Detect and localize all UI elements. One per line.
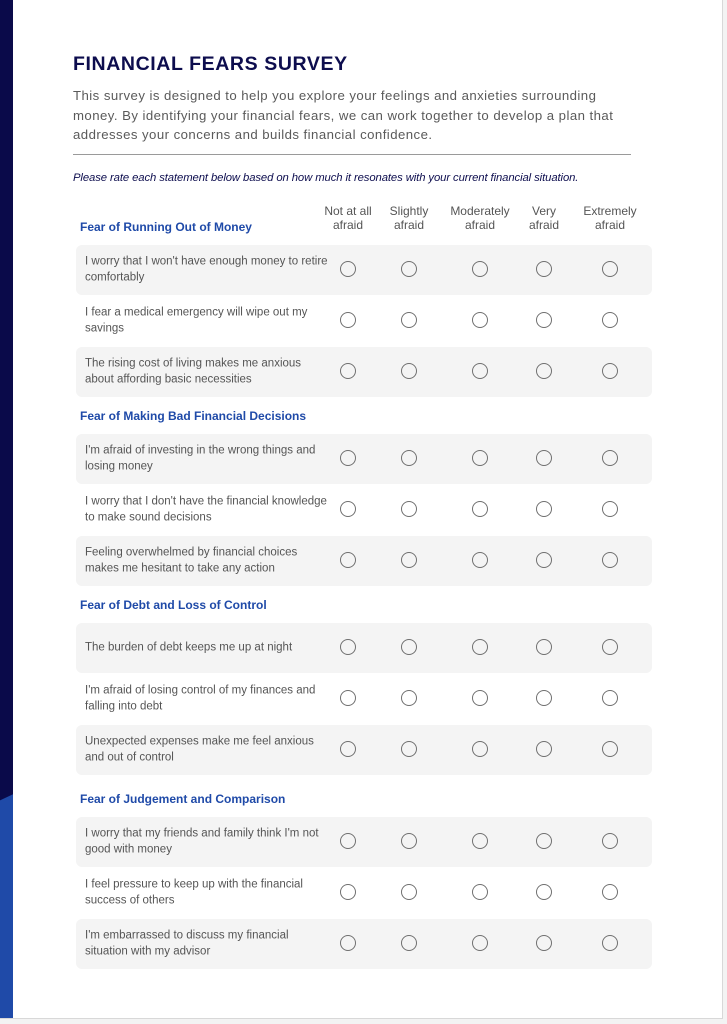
- radio-q2-option-5[interactable]: [602, 312, 618, 328]
- question-text: The burden of debt keeps me up at night: [85, 641, 293, 654]
- radio-q1-option-3[interactable]: [472, 261, 488, 277]
- instruction-text: Please rate each statement below based on how much it resonates with your current financial situation.: [73, 172, 579, 184]
- scale-header-3: Moderately afraid: [450, 204, 510, 232]
- radio-q11-option-5[interactable]: [602, 884, 618, 900]
- section-title: Fear of Debt and Loss of Control: [80, 598, 267, 612]
- divider: [73, 154, 631, 155]
- section-title: Fear of Making Bad Financial Decisions: [80, 409, 307, 423]
- radio-q5-option-2[interactable]: [401, 501, 417, 517]
- radio-q1-option-2[interactable]: [401, 261, 417, 277]
- question-text: The rising cost of living makes me anxious about affording basic necessities: [85, 357, 302, 385]
- question-row: [76, 347, 652, 397]
- scale-header-1: Not at all afraid: [324, 204, 372, 232]
- radio-q9-option-5[interactable]: [602, 741, 618, 757]
- radio-q1-option-5[interactable]: [602, 261, 618, 277]
- question-row: [76, 536, 652, 586]
- radio-q9-option-1[interactable]: [340, 741, 356, 757]
- radio-q11-option-1[interactable]: [340, 884, 356, 900]
- radio-q7-option-1[interactable]: [340, 639, 356, 655]
- radio-q10-option-2[interactable]: [401, 833, 417, 849]
- section-title: Fear of Judgement and Comparison: [80, 792, 286, 806]
- radio-q4-option-1[interactable]: [340, 450, 356, 466]
- scale-header-4: Very afraid: [528, 204, 560, 232]
- radio-q2-option-3[interactable]: [472, 312, 488, 328]
- scale-header-2: Slightly afraid: [389, 204, 429, 232]
- question-text: Unexpected expenses make me feel anxious and out of control: [85, 735, 314, 763]
- radio-q7-option-4[interactable]: [536, 639, 552, 655]
- radio-q7-option-5[interactable]: [602, 639, 618, 655]
- question-row: [76, 674, 652, 724]
- question-row: [76, 919, 652, 969]
- radio-q11-option-2[interactable]: [401, 884, 417, 900]
- radio-q9-option-4[interactable]: [536, 741, 552, 757]
- radio-q10-option-3[interactable]: [472, 833, 488, 849]
- radio-q4-option-2[interactable]: [401, 450, 417, 466]
- radio-q6-option-1[interactable]: [340, 552, 356, 568]
- question-text: I feel pressure to keep up with the financial success of others: [85, 878, 303, 906]
- question-row: [76, 434, 652, 484]
- scale-header-5: Extremely afraid: [583, 204, 637, 232]
- radio-q12-option-2[interactable]: [401, 935, 417, 951]
- question-text: I fear a medical emergency will wipe out my savings: [85, 306, 308, 334]
- radio-q5-option-1[interactable]: [340, 501, 356, 517]
- decorative-blue-accent: [0, 786, 13, 1018]
- radio-q6-option-2[interactable]: [401, 552, 417, 568]
- radio-q12-option-1[interactable]: [340, 935, 356, 951]
- radio-q1-option-1[interactable]: [340, 261, 356, 277]
- question-text: I worry that I won't have enough money to retire comfortably: [85, 255, 328, 283]
- radio-q3-option-4[interactable]: [536, 363, 552, 379]
- radio-q9-option-2[interactable]: [401, 741, 417, 757]
- question-text: I'm afraid of losing control of my finances and falling into debt: [85, 684, 316, 712]
- radio-q4-option-4[interactable]: [536, 450, 552, 466]
- question-text: Feeling overwhelmed by financial choices makes me hesitant to take any action: [85, 546, 298, 574]
- intro-paragraph: This survey is designed to help you explore your feelings and anxieties surrounding money. By identifying your financial fears, we can work together to develop a plan that addresses your concerns and builds financial confidence.: [73, 88, 614, 142]
- question-row: [76, 485, 652, 535]
- question-text: I'm embarrassed to discuss my financial situation with my advisor: [85, 929, 289, 957]
- radio-q11-option-4[interactable]: [536, 884, 552, 900]
- question-row: [76, 817, 652, 867]
- radio-q8-option-2[interactable]: [401, 690, 417, 706]
- radio-q3-option-5[interactable]: [602, 363, 618, 379]
- decorative-side-strip: [0, 0, 13, 1018]
- radio-q6-option-5[interactable]: [602, 552, 618, 568]
- radio-q3-option-3[interactable]: [472, 363, 488, 379]
- radio-q7-option-2[interactable]: [401, 639, 417, 655]
- radio-q8-option-1[interactable]: [340, 690, 356, 706]
- radio-q4-option-3[interactable]: [472, 450, 488, 466]
- question-text: I'm afraid of investing in the wrong things and losing money: [85, 444, 316, 472]
- question-row: [76, 245, 652, 295]
- radio-q12-option-3[interactable]: [472, 935, 488, 951]
- radio-q3-option-2[interactable]: [401, 363, 417, 379]
- radio-q5-option-5[interactable]: [602, 501, 618, 517]
- radio-q6-option-4[interactable]: [536, 552, 552, 568]
- question-text: I worry that my friends and family think I'm not good with money: [85, 827, 319, 855]
- radio-q2-option-1[interactable]: [340, 312, 356, 328]
- radio-q12-option-4[interactable]: [536, 935, 552, 951]
- page-title: FINANCIAL FEARS SURVEY: [73, 53, 348, 75]
- radio-q12-option-5[interactable]: [602, 935, 618, 951]
- question-row: [76, 868, 652, 918]
- question-row: [76, 725, 652, 775]
- radio-q5-option-3[interactable]: [472, 501, 488, 517]
- question-row: [76, 623, 652, 673]
- section-title: Fear of Running Out of Money: [80, 220, 252, 234]
- radio-q10-option-4[interactable]: [536, 833, 552, 849]
- radio-q5-option-4[interactable]: [536, 501, 552, 517]
- radio-q3-option-1[interactable]: [340, 363, 356, 379]
- radio-q4-option-5[interactable]: [602, 450, 618, 466]
- radio-q11-option-3[interactable]: [472, 884, 488, 900]
- radio-q8-option-3[interactable]: [472, 690, 488, 706]
- radio-q7-option-3[interactable]: [472, 639, 488, 655]
- radio-q8-option-4[interactable]: [536, 690, 552, 706]
- radio-q2-option-4[interactable]: [536, 312, 552, 328]
- radio-q1-option-4[interactable]: [536, 261, 552, 277]
- radio-q10-option-5[interactable]: [602, 833, 618, 849]
- question-row: [76, 296, 652, 346]
- radio-q9-option-3[interactable]: [472, 741, 488, 757]
- question-text: I worry that I don't have the financial knowledge to make sound decisions: [85, 495, 327, 523]
- radio-q10-option-1[interactable]: [340, 833, 356, 849]
- radio-q8-option-5[interactable]: [602, 690, 618, 706]
- radio-q2-option-2[interactable]: [401, 312, 417, 328]
- radio-q6-option-3[interactable]: [472, 552, 488, 568]
